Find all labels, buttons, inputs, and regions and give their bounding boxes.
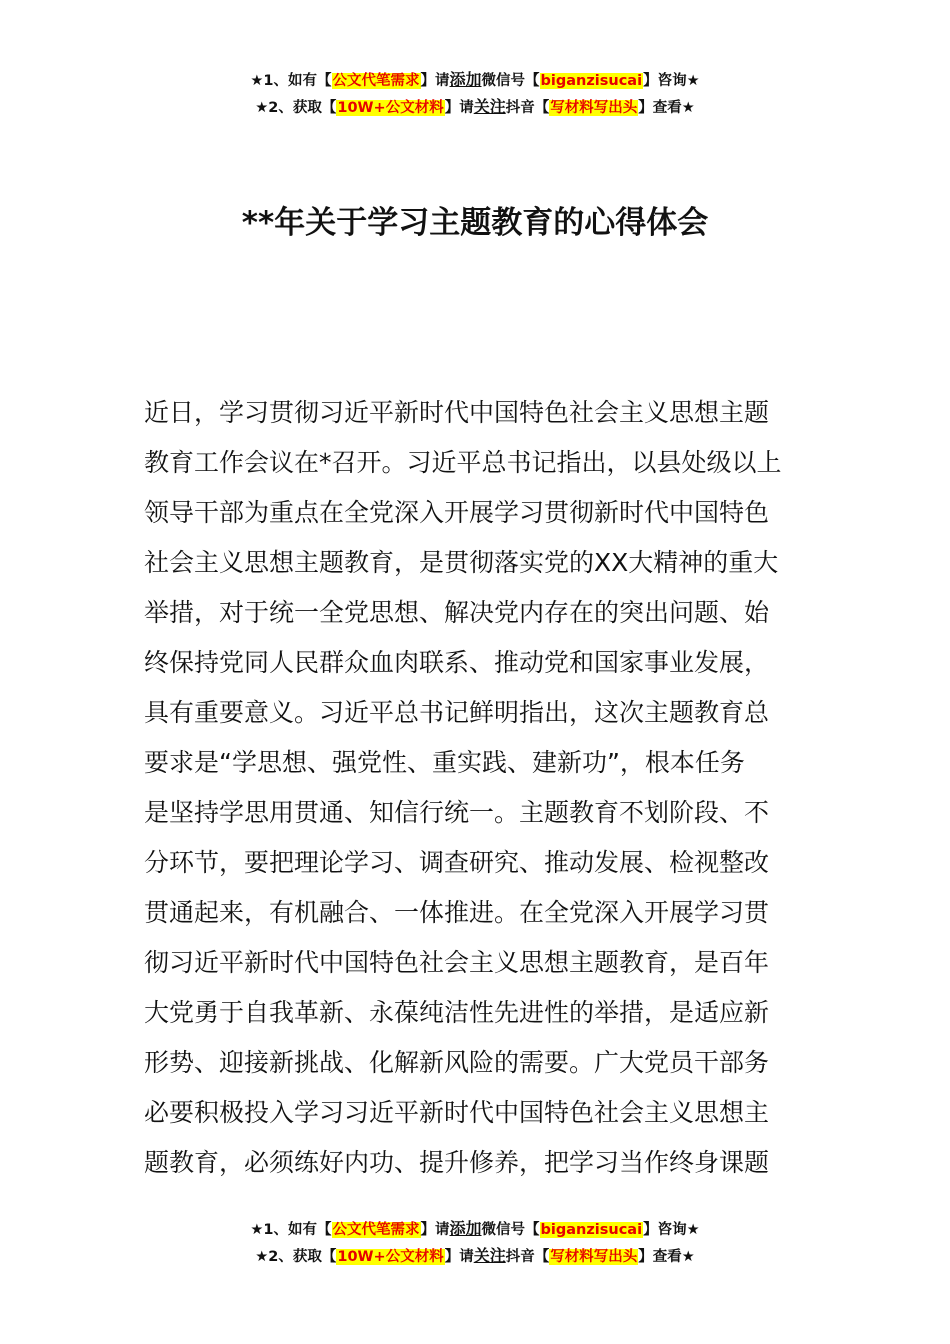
body-line: 终保持党同人民群众血肉联系、推动党和国家事业发展， <box>144 648 770 677</box>
banner-text: 抖音【 <box>505 100 550 116</box>
banner-text: 】请 <box>420 1222 450 1238</box>
body-line: 必要积极投入学习习近平新时代中国特色社会主义思想主 <box>144 1098 770 1127</box>
banner-highlight: 公文代笔需求 <box>332 1222 420 1238</box>
banner-highlight-wechat: biganzisucai <box>540 1222 643 1238</box>
banner-highlight: 10W+公文材料 <box>337 100 444 116</box>
header-banner <box>0 67 950 121</box>
banner-text: 】请 <box>444 100 474 116</box>
banner-underline-text: 添加 <box>449 1219 482 1238</box>
banner-highlight: 10W+公文材料 <box>337 1249 444 1265</box>
banner-text: ★1、如有【 <box>250 1222 332 1238</box>
banner-highlight-douyin: 写材料写出头 <box>550 100 638 116</box>
body-line: 题教育，必须练好内功、提升修养，把学习当作终身课题 <box>144 1148 770 1177</box>
banner-underline-text: 关注 <box>473 1246 506 1265</box>
banner-text: 】请 <box>444 1249 474 1265</box>
banner-text: 抖音【 <box>505 1249 550 1265</box>
banner-line-1 <box>0 67 950 94</box>
banner-text: 】请 <box>420 73 450 89</box>
banner-line-1 <box>0 1216 950 1243</box>
body-line: 举措，对于统一全党思想、解决党内存在的突出问题、始 <box>144 598 770 627</box>
body-line: 大党勇于自我革新、永葆纯洁性先进性的举措，是适应新 <box>144 998 770 1027</box>
body-line: 彻习近平新时代中国特色社会主义思想主题教育，是百年 <box>144 948 770 977</box>
banner-highlight-wechat: biganzisucai <box>540 73 643 89</box>
body-line: 领导干部为重点在全党深入开展学习贯彻新时代中国特色 <box>144 498 770 527</box>
body-line: 贯通起来，有机融合、一体推进。在全党深入开展学习贯 <box>144 898 770 927</box>
banner-text: ★1、如有【 <box>250 73 332 89</box>
banner-highlight-douyin: 写材料写出头 <box>550 1249 638 1265</box>
banner-line-2 <box>0 94 950 121</box>
banner-text: 】查看★ <box>638 100 695 116</box>
footer-banner <box>0 1216 950 1270</box>
banner-line-2 <box>0 1243 950 1270</box>
body-line: 教育工作会议在*召开。习近平总书记指出，以县处级以上 <box>144 448 782 477</box>
banner-text: ★2、获取【 <box>255 1249 337 1265</box>
banner-text: 】咨询★ <box>643 73 700 89</box>
body-line: 分环节，要把理论学习、调查研究、推动发展、检视整改 <box>144 848 770 877</box>
banner-text: 】查看★ <box>638 1249 695 1265</box>
body-line: 社会主义思想主题教育，是贯彻落实党的XX大精神的重大 <box>144 548 779 577</box>
banner-underline-text: 添加 <box>449 70 482 89</box>
banner-underline-text: 关注 <box>473 97 506 116</box>
banner-highlight: 公文代笔需求 <box>332 73 420 89</box>
body-line: 近日，学习贯彻习近平新时代中国特色社会主义思想主题 <box>144 398 770 427</box>
document-title: **年关于学习主题教育的心得体会 <box>241 205 709 241</box>
body-line: 具有重要意义。习近平总书记鲜明指出，这次主题教育总 <box>144 698 770 727</box>
body-line: 要求是“学思想、强党性、重实践、建新功”，根本任务 <box>144 748 745 777</box>
document-body <box>144 388 808 1188</box>
body-line: 形势、迎接新挑战、化解新风险的需要。广大党员干部务 <box>144 1048 770 1077</box>
body-line: 是坚持学思用贯通、知信行统一。主题教育不划阶段、不 <box>144 798 770 827</box>
banner-text: 】咨询★ <box>643 1222 700 1238</box>
banner-text: 微信号【 <box>481 73 540 89</box>
banner-text: 微信号【 <box>481 1222 540 1238</box>
banner-text: ★2、获取【 <box>255 100 337 116</box>
